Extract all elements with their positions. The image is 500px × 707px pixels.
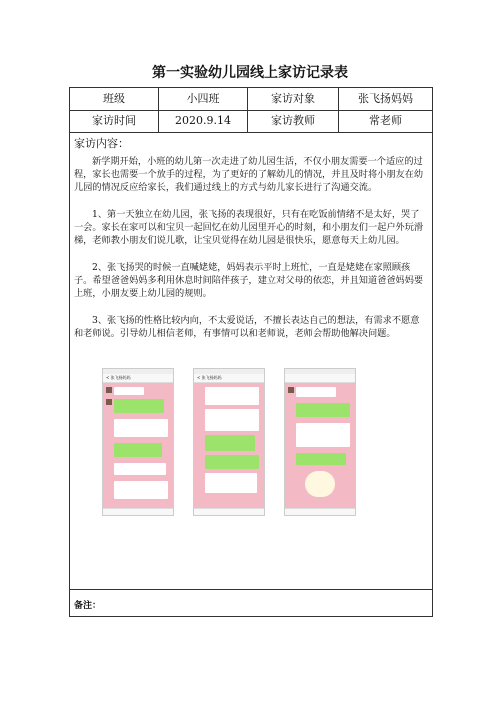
chat-input-bar — [285, 508, 355, 515]
note-row — [70, 589, 432, 617]
content-paragraph: 1、第一天独立在幼儿园，张飞扬的表现很好，只有在吃饭前情绪不是太好，哭了一会。家长在家可以和宝贝一起回忆在幼儿园里开心的时刻，和小朋友们一起户外玩滑梯，老师教小朋友们说儿歌，让宝贝觉得在幼儿园是很快乐，愿意每天上幼儿园。 — [74, 209, 424, 246]
chat-bubble — [296, 403, 350, 417]
chat-bubble — [205, 409, 259, 431]
avatar — [106, 399, 112, 405]
value-class: 小四班 — [159, 88, 248, 110]
chat-header — [285, 374, 355, 383]
sticker-image — [305, 471, 335, 497]
chat-bubble — [114, 443, 162, 457]
document-title: 第一实验幼儿园线上家访记录表 — [152, 65, 348, 81]
visit-record-form — [69, 87, 433, 617]
chat-bubble — [205, 473, 257, 493]
info-row-time — [70, 110, 432, 133]
chat-bubble — [114, 481, 168, 499]
chat-screenshots — [70, 368, 432, 518]
chat-bubble — [296, 453, 346, 465]
chat-screenshot-3 — [284, 368, 356, 516]
chat-bubble — [205, 435, 255, 451]
label-visit-teacher: 家访教师 — [248, 110, 339, 132]
chat-input-bar — [194, 508, 264, 515]
chat-screenshot-1 — [102, 368, 174, 516]
avatar — [288, 387, 294, 393]
chat-bubble — [114, 387, 144, 395]
chat-header: < 张飞扬妈妈 — [103, 374, 173, 383]
content-label: 家访内容： — [74, 137, 129, 150]
chat-bubble — [205, 455, 259, 469]
chat-bubble — [296, 423, 350, 447]
avatar — [106, 387, 112, 393]
value-visit-target: 张飞扬妈妈 — [358, 92, 413, 105]
content-paragraph: 3、张飞扬的性格比较内向，不太爱说话，不擅长表达自己的想法，有需求不愿意和老师说。引导幼儿相信老师，有事情可以和老师说，老师会帮助他解决问题。 — [74, 315, 420, 339]
chat-screenshot-2 — [193, 368, 265, 516]
label-visit-target: 家访对象 — [248, 88, 339, 110]
chat-input-bar — [103, 508, 173, 515]
value-visit-teacher: 常老师 — [369, 114, 402, 127]
chat-bubble — [205, 387, 259, 405]
label-visit-time: 家访时间 — [70, 110, 159, 132]
info-row-class — [70, 88, 432, 111]
chat-header: < 张飞扬妈妈 — [194, 374, 264, 383]
chat-bubble — [296, 387, 336, 397]
chat-bubble — [114, 463, 166, 475]
value-visit-time: 2020.9.14 — [159, 110, 248, 132]
chat-bubble — [114, 399, 164, 413]
content-paragraph: 2、张飞扬哭的时候一直喊姥姥，妈妈表示平时上班忙，一直是姥姥在家照顾孩子。希望爸爸妈妈多利用休息时间陪伴孩子，建立对父母的依恋，并且知道爸爸妈妈要上班，小朋友要上幼儿园的规则。 — [74, 262, 424, 299]
label-class: 班级 — [70, 88, 159, 110]
chat-bubble — [114, 419, 168, 437]
content-paragraph: 新学期开始，小班的幼儿第一次走进了幼儿园生活，不仅小朋友需要一个适应的过程，家长也需要一个放手的过程，为了更好的了解幼儿的情况，并且及时将小朋友在幼儿园的情况反应给家长，我们通过线上的方式与幼儿家长进行了沟通交流。 — [74, 156, 424, 193]
note-label: 备注： — [74, 601, 102, 611]
